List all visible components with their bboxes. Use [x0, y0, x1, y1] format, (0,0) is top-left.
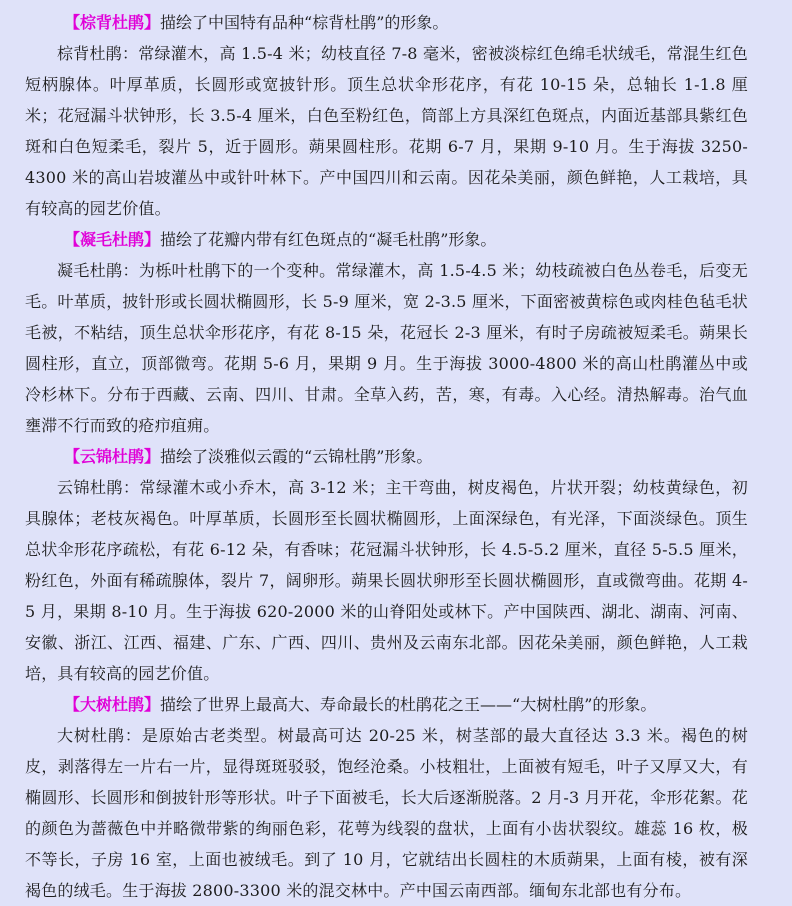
section-tag: 【凝毛杜鹃】 — [64, 230, 161, 249]
section-intro — [64, 689, 748, 720]
section-body: 大树杜鹃：是原始古老类型。树最高可达 20-25 米，树茎部的最大直径达 3.3 米。褐色的树皮，剥落得左一片右一片，显得斑斑驳驳，饱经沧桑。小枝粗壮，上面被有短毛，叶子又厚又大，有椭圆形、长圆形和倒披针形等形状。叶子下面被毛，长大后逐渐脱落。2 月-3 月开花，伞形花絮。花的颜色为蔷薇色中并略微带紫的绚丽色彩，花萼为线裂的盘状，上面有小齿状裂纹。雄蕊 16 枚，极不等长，子房 16 室，上面也被绒毛。到了 10 月，它就结出长圆柱的木质蒴果，上面有棱，被有深褐色的绒毛。生于海拔 2800-3300 米的混交林中。产中国云南西部。缅甸东北部也有分布。 — [25, 726, 748, 900]
section-tag: 【云锦杜鹃】 — [64, 447, 161, 466]
section-zongbei — [25, 7, 748, 224]
section-intro-text: 描绘了世界上最高大、寿命最长的杜鹃花之王——“大树杜鹃”的形象。 — [160, 695, 657, 714]
section-body: 凝毛杜鹃：为栎叶杜鹃下的一个变种。常绿灌木，高 1.5-4.5 米；幼枝疏被白色丛卷毛，后变无毛。叶革质，披针形或长圆状椭圆形，长 5-9 厘米，宽 2-3.5 厘米，下面密被黄棕色或肉桂色毡毛状毛被，不粘结，顶生总状伞形花序，有花 8-15 朵，花冠长 2-3 厘米，有时子房疏被短柔毛。蒴果长圆柱形，直立，顶部微弯。花期 5-6 月，果期 9 月。生于海拔 3000-4800 米的高山杜鹃灌丛中或冷杉林下。分布于西藏、云南、四川、甘肃。全草入药，苦，寒，有毒。入心经。清热解毒。治气血壅滞不行而致的疮疖疽痈。 — [25, 261, 748, 435]
section-intro — [64, 7, 748, 38]
section-intro-text: 描绘了中国特有品种“棕背杜鹃”的形象。 — [160, 13, 449, 32]
section-intro — [64, 224, 748, 255]
section-tag: 【棕背杜鹃】 — [64, 13, 161, 32]
section-yunjin — [25, 441, 748, 689]
section-body: 棕背杜鹃：常绿灌木，高 1.5-4 米；幼枝直径 7-8 毫米，密被淡棕红色绵毛状绒毛，常混生红色短柄腺体。叶厚革质，长圆形或宽披针形。顶生总状伞形花序，有花 10-15 朵，总轴长 1-1.8 厘米；花冠漏斗状钟形，长 3.5-4 厘米，白色至粉红色，筒部上方具深红色斑点，内面近基部具紫红色斑和白色短柔毛，裂片 5，近于圆形。蒴果圆柱形。花期 6-7 月，果期 9-10 月。生于海拔 3250-4300 米的高山岩坡灌丛中或针叶林下。产中国四川和云南。因花朵美丽，颜色鲜艳，人工栽培，具有较高的园艺价值。 — [25, 44, 748, 218]
section-tag: 【大树杜鹃】 — [64, 695, 161, 714]
section-ningmao — [25, 224, 748, 441]
section-dashu — [25, 689, 748, 906]
section-intro — [64, 441, 748, 472]
section-body: 云锦杜鹃：常绿灌木或小乔木，高 3-12 米；主干弯曲，树皮褐色，片状开裂；幼枝黄绿色，初具腺体；老枝灰褐色。叶厚革质，长圆形至长圆状椭圆形，上面深绿色，有光泽，下面淡绿色。顶生总状伞形花序疏松，有花 6-12 朵，有香味；花冠漏斗状钟形，长 4.5-5.2 厘米，直径 5-5.5 厘米，粉红色，外面有稀疏腺体，裂片 7，阔卵形。蒴果长圆状卵形至长圆状椭圆形，直或微弯曲。花期 4-5 月，果期 8-10 月。生于海拔 620-2000 米的山脊阳处或林下。产中国陕西、湖北、湖南、河南、安徽、浙江、江西、福建、广东、广西、四川、贵州及云南东北部。因花朵美丽，颜色鲜艳，人工栽培，具有较高的园艺价值。 — [25, 478, 748, 683]
section-intro-text: 描绘了花瓣内带有红色斑点的“凝毛杜鹃”形象。 — [160, 230, 497, 249]
section-intro-text: 描绘了淡雅似云霞的“云锦杜鹃”形象。 — [160, 447, 433, 466]
